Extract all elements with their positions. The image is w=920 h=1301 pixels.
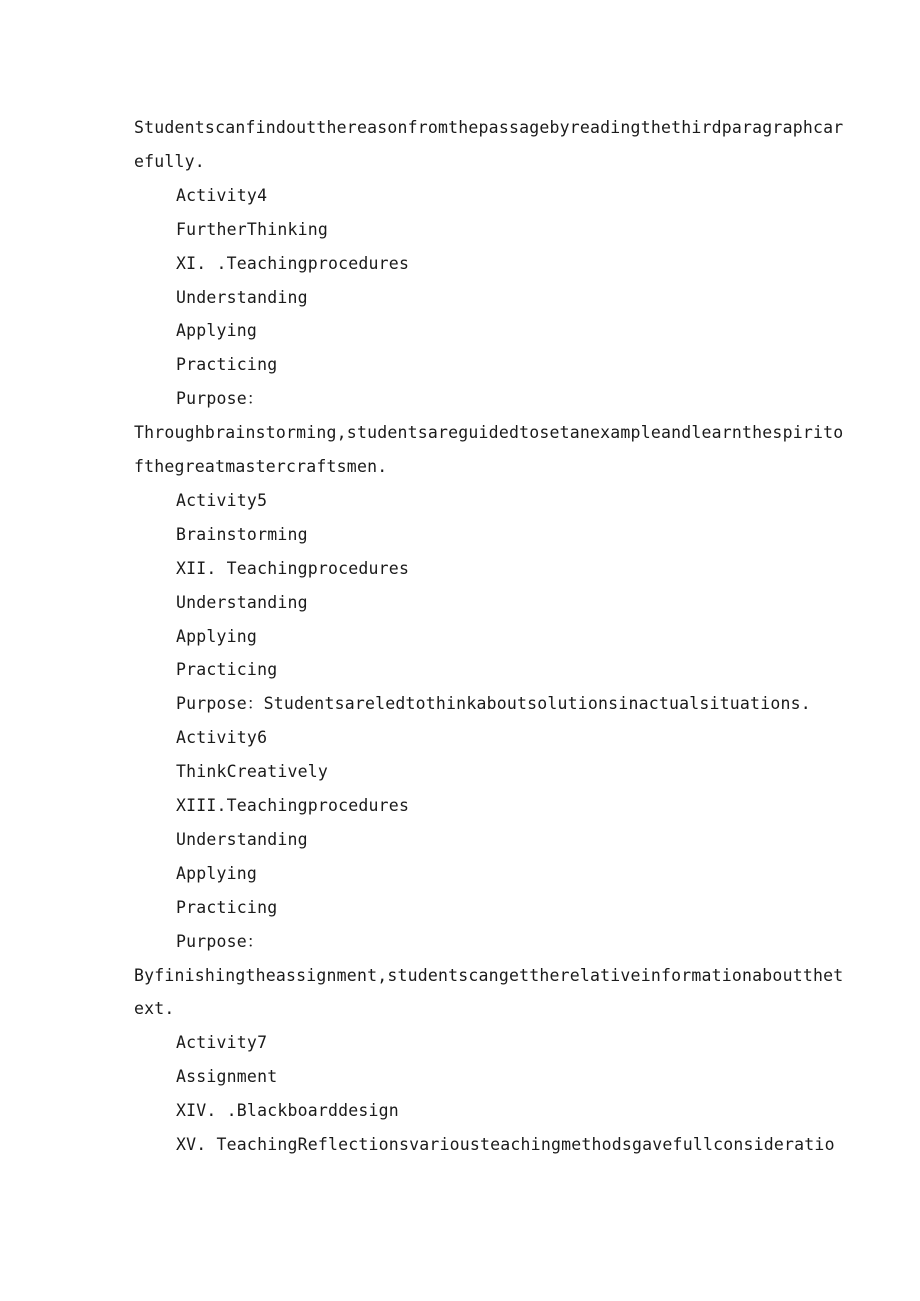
text-line: Applying [176,321,258,341]
text-line: Practicing [176,660,278,680]
text-line: Purpose：Studentsareledtothinkaboutsolutionsinactualsituations. [176,694,811,714]
text-line: Understanding [176,829,308,849]
text-line: Activity6 [176,728,268,748]
text-line: Applying [176,626,258,646]
text-line: ext. [134,999,175,1019]
text-line: efully. [134,151,205,171]
text-line: Byfinishingtheassignment,studentscangettherelativeinformationaboutthet [134,965,844,985]
text-line: Activity5 [176,490,268,510]
text-line: Brainstorming [176,524,308,544]
text-line: Assignment [176,1067,278,1087]
text-line: XIII.Teachingprocedures [176,796,410,815]
text-line: XIV. .Blackboarddesign [176,1101,399,1121]
text-line: Throughbrainstorming,studentsareguidedtosetanexampleandlearnthespirito [134,423,844,443]
text-line: Purpose： [176,389,264,409]
text-line: Applying [176,863,258,883]
text-line: XV. TeachingReflectionsvariousteachingmethodsgavefullconsideratio [176,1135,835,1154]
text-line: Activity7 [176,1033,268,1053]
text-line: Practicing [176,897,278,917]
text-line: fthegreatmastercraftsmen. [134,457,388,476]
text-line: ThinkCreatively [176,762,329,782]
text-line: Understanding [176,592,308,612]
text-line: Activity4 [176,185,268,205]
text-line: Practicing [176,355,278,375]
text-line: Studentscanfindoutthereasonfromthepassagebyreadingthethirdparagraphcar [134,118,844,137]
text-line: Purpose： [176,931,264,951]
text-line: XI. .Teachingprocedures [176,253,410,273]
text-line: Understanding [176,287,308,307]
text-line: FurtherThinking [176,219,329,239]
text-line: XII. Teachingprocedures [176,558,410,578]
